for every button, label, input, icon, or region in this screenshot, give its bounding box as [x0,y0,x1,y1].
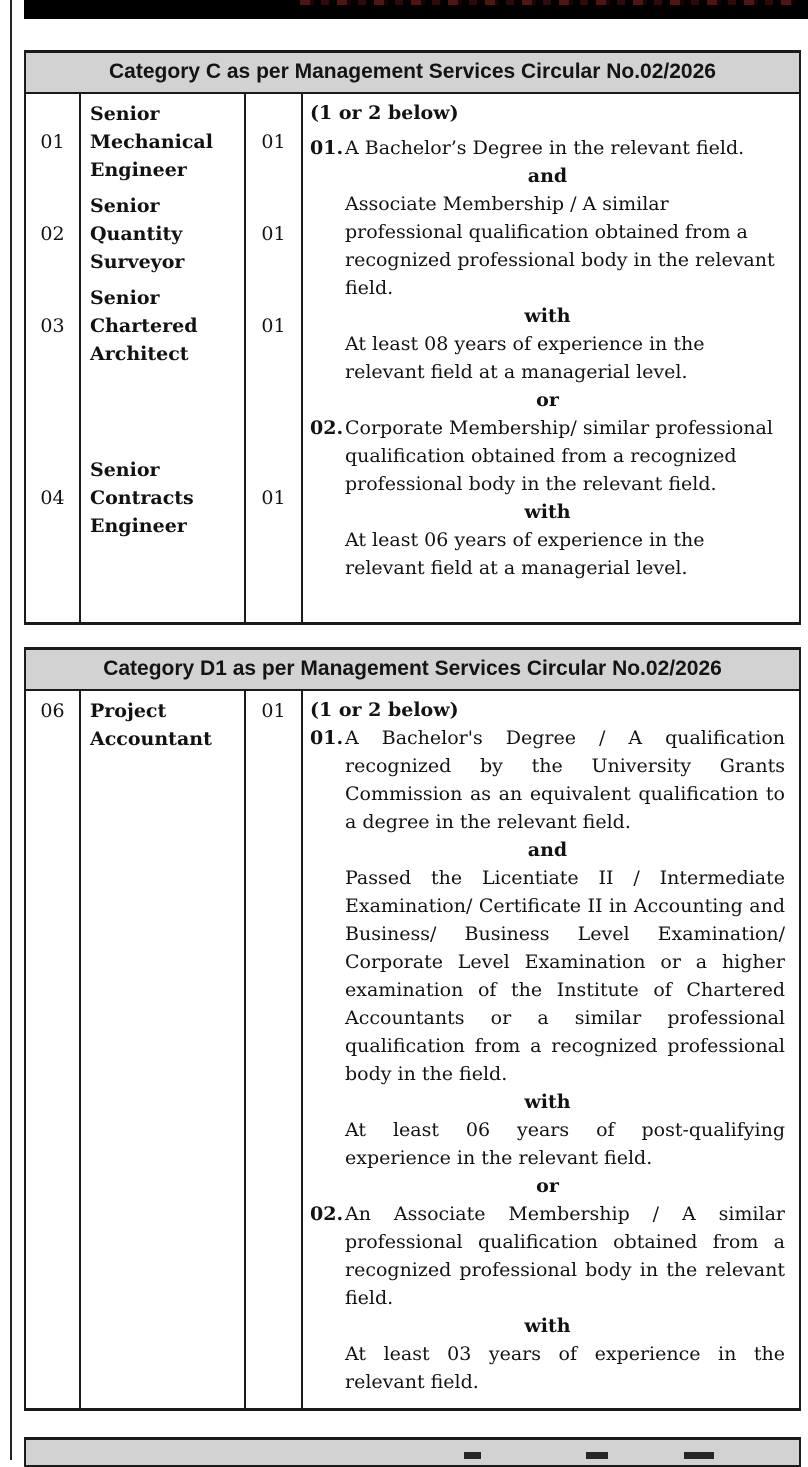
vacancy-count: 01 [261,223,286,245]
qualification-item [310,414,785,498]
qualification-paragraph: At least 06 years of experience in the relevant field at a managerial level. [345,529,705,579]
post-number: 06 [40,700,65,722]
qualification-paragraph: At least 06 years of post-qualifying experience in the relevant field. [345,1119,785,1169]
vacancy-count: 01 [261,487,286,509]
qualification-item-label: 01. [310,727,344,749]
column-post-titles [79,691,244,1408]
qualification-conjunction: with [524,305,571,327]
next-section-header-clipped [24,1437,801,1467]
post-number-cell [26,284,79,368]
post-title-cell [81,100,244,184]
column-qualifications [301,691,799,1408]
qualification-conjunction: or [536,389,559,411]
post-number-cell [26,192,79,276]
qualification-conjunction: with [524,1091,571,1113]
qualification-item-text: Corporate Membership/ similar professional qualification obtained from a recognized professional body in the relevant field. [345,417,773,495]
qualification-item-label: 02. [310,1203,344,1225]
post-number-cell [26,456,79,540]
column-post-titles [79,94,244,622]
qualification-item-text: A Bachelor's Degree / A qualification recognized by the University Grants Commission as an equivalent qualification to a degree in the relevant field. [345,727,785,833]
qualification-conjunction: with [524,1315,571,1337]
category-header: Category C as per Management Services Circular No.02/2026 [24,50,801,94]
post-number: 03 [40,315,65,337]
qualification-item-text: An Associate Membership / A similar professional qualification obtained from a recognized professional body in the relevant field. [345,1203,785,1309]
post-number: 04 [40,487,65,509]
post-title: Senior Mechanical Engineer [90,103,213,181]
top-banner [24,0,808,19]
vacancy-count-cell [246,284,301,368]
post-title: Senior Contracts Engineer [90,459,194,537]
qualification-paragraph: Passed the Licentiate II / Intermediate Examination/ Certificate II in Accounting and Business/ Business Level Examination/ Corporate Level Examination or a higher examination of the Institute of Chartered Accountants or a similar professional qualification from a recognized professional body in the field. [345,867,785,1085]
post-title-cell [81,456,244,540]
column-vacancy-counts [244,94,301,622]
column-post-numbers [26,691,79,1408]
post-number-cell [26,100,79,184]
page-left-border [10,0,12,1460]
qualification-paragraph: At least 08 years of experience in the relevant field at a managerial level. [345,333,705,383]
top-banner-clipped-text [300,0,792,5]
qualification-conjunction: and [527,165,568,187]
vacancy-count-cell [246,456,301,540]
qualification-paragraph: Associate Membership / A similar professional qualification obtained from a recognized professional body in the relevant field. [345,193,775,299]
qualification-intro: (1 or 2 below) [310,699,459,721]
category-section [24,647,801,1411]
qualification-item-text: A Bachelor’s Degree in the relevant field. [345,137,745,159]
column-vacancy-counts [244,691,301,1408]
qualification-intro: (1 or 2 below) [310,102,459,124]
vacancy-count-cell [246,697,301,725]
vacancy-document [24,50,801,1411]
qualification-item [310,134,785,162]
clipped-letter-tops [586,1452,608,1459]
category-section [24,50,801,625]
post-title-cell [81,697,244,753]
qualifications-content [303,94,799,590]
column-qualifications [301,94,799,622]
qualification-paragraph: At least 03 years of experience in the relevant field. [345,1343,785,1393]
qualification-item [310,724,785,836]
qualification-item-label: 01. [310,137,344,159]
qualifications-content [303,691,799,1404]
vacancy-count: 01 [261,131,286,153]
positions-table [24,691,801,1411]
clipped-letter-tops [464,1452,481,1459]
qualification-conjunction: with [524,501,571,523]
qualification-conjunction: or [536,1175,559,1197]
clipped-letter-tops [684,1452,714,1459]
post-title: Senior Chartered Architect [90,287,198,365]
column-post-numbers [26,94,79,622]
post-title: Senior Quantity Surveyor [90,195,185,273]
post-title: Project Accountant [90,700,212,750]
qualification-item [310,1200,785,1312]
post-number: 02 [40,223,65,245]
vacancy-count-cell [246,192,301,276]
vacancy-count: 01 [261,700,286,722]
vacancy-count-cell [246,100,301,184]
positions-table [24,94,801,625]
post-number-cell [26,697,79,725]
post-number: 01 [40,131,65,153]
vacancy-count: 01 [261,315,286,337]
qualification-conjunction: and [527,839,568,861]
qualification-item-label: 02. [310,417,344,439]
category-header: Category D1 as per Management Services Circular No.02/2026 [24,647,801,691]
post-title-cell [81,284,244,368]
post-title-cell [81,192,244,276]
